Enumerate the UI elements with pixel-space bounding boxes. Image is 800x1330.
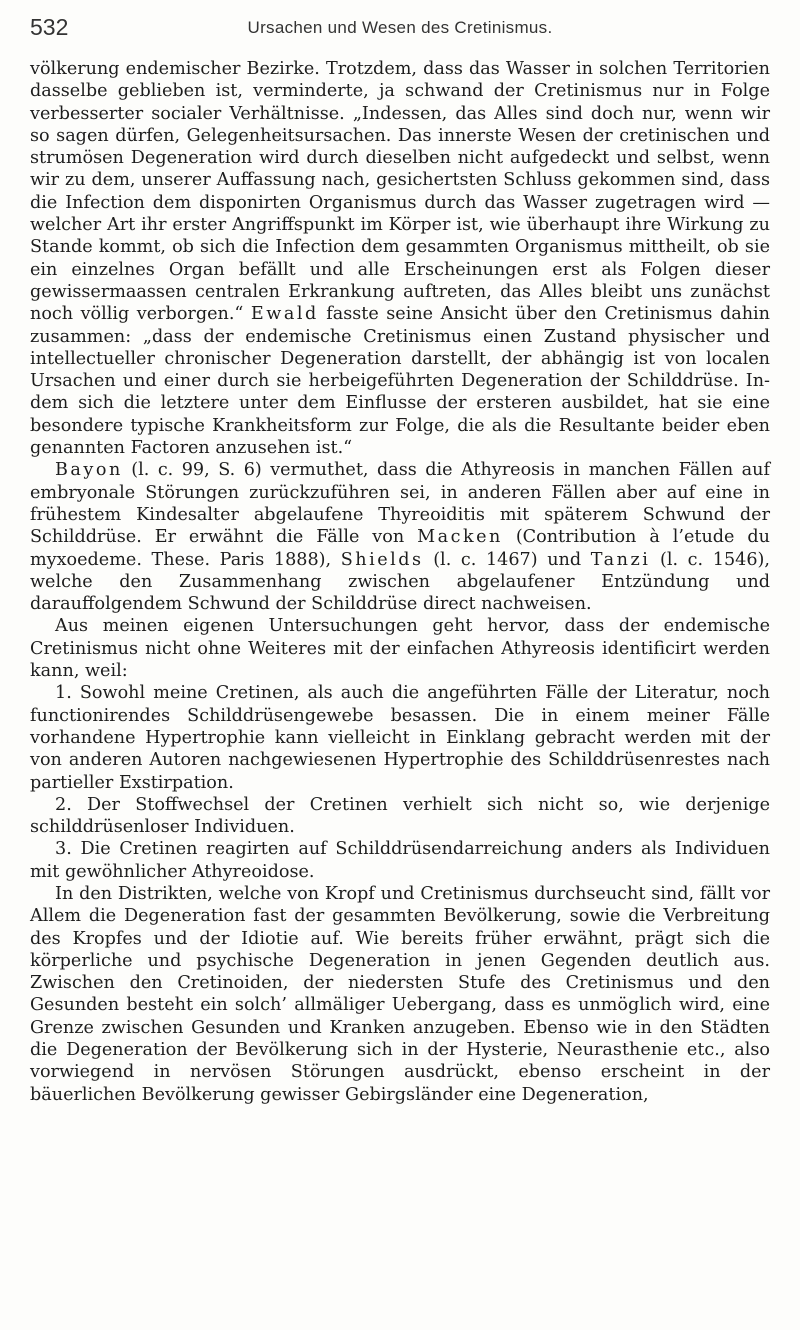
paragraph	[30, 459, 770, 615]
text-run: 2. Der Stoffwechsel der Cretinen verhielt sich nicht so, wie derjenige schilddrüsenloser Individuen.	[30, 794, 770, 838]
paragraph	[30, 883, 770, 1106]
page-header	[30, 14, 770, 40]
author-name: Shields	[340, 549, 424, 570]
text-run: (l. c. 1467) und	[423, 549, 591, 570]
paragraph	[30, 682, 770, 793]
text-run: 1. Sowohl meine Cretinen, als auch die angeführten Fälle der Literatur, noch functionirendes Schilddrüsengewebe besassen. Die in einem meiner Fälle vorhandene Hypertrophie kann vielleicht in Einklang gebracht werden mit der von anderen Autoren nachgewiesenen Hypertrophie des Schilddrüsenrestes nach partieller Exstirpation.	[30, 683, 770, 793]
paragraph	[30, 58, 770, 459]
text-run: Aus meinen eigenen Untersuchungen geht hervor, dass der endemische Cretinismus nicht ohne Weiteres mit der einfachen Athyreosis identificirt werden kann, weil:	[30, 616, 770, 682]
author-name: Tanzi	[590, 549, 651, 570]
body-text	[30, 58, 770, 1106]
text-run: fasste seine Ansicht über den Cretinismus dahin zusammen: „dass der endemische Cretinismus einen Zustand physischer und intellectueller chronischer Degeneration darstellt, der abhängig ist von localen Ursachen und einer durch sie herbeigeführten Degeneration der Schilddrüse. Indem sich die letztere unter dem Einflusse der ersteren ausbildet, hat sie eine besondere typische Krankheitsform zur Folge, die als die Resultante beider eben genannten Factoren anzusehen ist.“	[30, 304, 770, 459]
text-run: (l. c. 99, S. 6) vermuthet, dass die Athyreosis in manchen Fällen auf embryonale Störungen zurückzuführen sei, in anderen Fällen aber auf eine in frühestem Kindesalter abgelaufene Thyreoiditis mit späterem Schwund der Schilddrüse. Er erwähnt die Fälle von	[30, 460, 770, 548]
text-run: völkerung endemischer Bezirke. Trotzdem, dass das Wasser in solchen Territorien dasselbe geblieben ist, verminderte, ja schwand der Cretinismus nur in Folge verbesserter socialer Verhältnisse. „Indessen, das Alles sind doch nur, wenn wir so sagen dürfen, Gelegenheitsursachen. Das innerste Wesen der cretinischen und strumösen Degeneration wird durch dieselben nicht aufgedeckt und selbst, wenn wir zu dem, unserer Auffassung nach, gesichertsten Schluss gekommen sind, dass die Infection dem disponirten Organismus durch das Wasser zugetragen wird — welcher Art ihr erster Angriffspunkt im Körper ist, wie überhaupt ihre Wirkung zu Stande kommt, ob sich die Infection dem gesammten Organismus mittheilt, ob sie ein einzelnes Organ befällt und alle Erscheinungen erst als Folgen dieser gewissermaassen centralen Erkrankung auftreten, das Alles bleibt uns zunächst noch völlig verborgen.“	[30, 59, 770, 325]
paragraph	[30, 838, 770, 883]
author-name: Ewald	[250, 304, 319, 325]
text-run: (l. c. 1546), welche den Zusammenhang zwischen abgelaufener Entzündung und darauffolgendem Schwund der Schilddrüse direct nachweisen.	[30, 549, 770, 615]
paragraph	[30, 615, 770, 682]
page-number: 532	[30, 14, 69, 40]
paragraph	[30, 794, 770, 839]
text-run: In den Distrikten, welche von Kropf und Cretinismus durchseucht sind, fällt vor Allem die Degeneration fast der gesammten Bevölkerung, sowie die Verbreitung des Kropfes und der Idiotie auf. Wie bereits früher erwähnt, prägt sich die körperliche und psychische Degeneration in jenen Gegenden deutlich aus. Zwischen den Cretinoiden, der niedersten Stufe des Cretinismus und den Gesunden besteht ein solch’ allmäliger Uebergang, dass es unmöglich wird, eine Grenze zwischen Gesunden und Kranken anzugeben. Ebenso wie in den Städten die Degeneration der Bevölkerung sich in der Hysterie, Neurasthenie etc., also vorwiegend in nervösen Störungen ausdrückt, ebenso erscheint in der bäuerlichen Bevölkerung gewisser Gebirgsländer eine Degeneration,	[30, 883, 770, 1105]
text-run: 3. Die Cretinen reagirten auf Schilddrüsendarreichung anders als Individuen mit gewöhnlicher Athyreoidose.	[30, 839, 770, 882]
author-name: Macken	[417, 527, 503, 548]
text-run: (Contribution à l’etude du myxoedeme. These. Paris 1888),	[30, 527, 770, 570]
author-name: Bayon	[55, 460, 123, 481]
running-title: Ursachen und Wesen des Cretinismus.	[247, 18, 553, 37]
